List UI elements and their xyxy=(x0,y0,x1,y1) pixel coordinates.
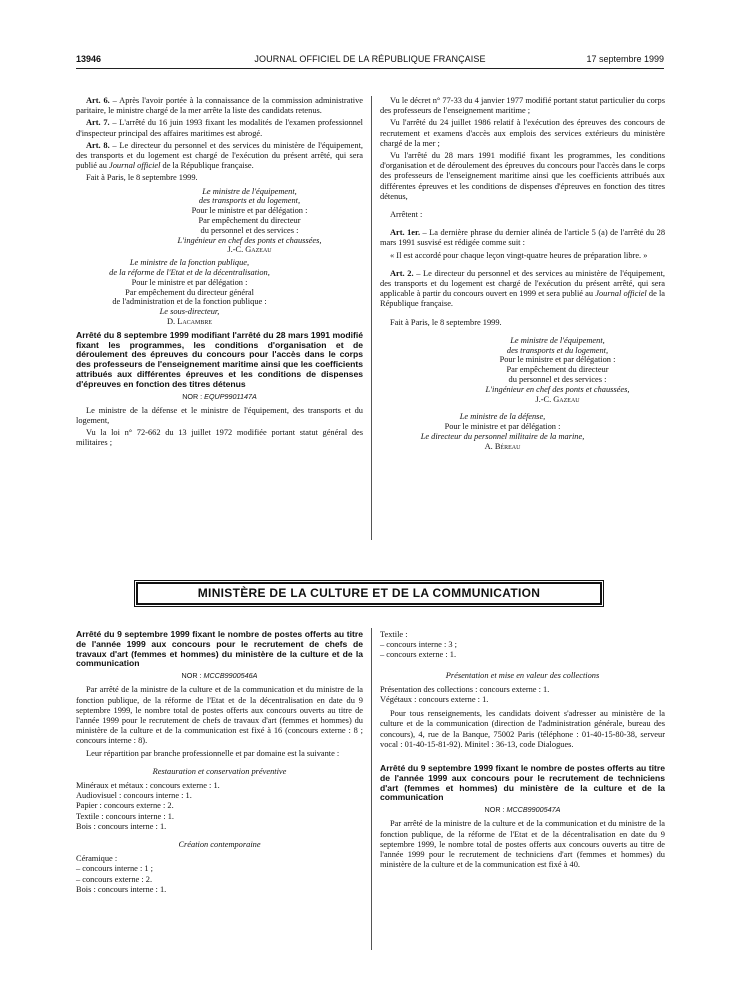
paragraph: Par arrêté de la ministre de la culture et de la communication et du ministre de la fonction publique, de la réforme de l'Etat et de la décentralisation en date du 9 septembre 1999, le nombre total de postes offerts aux concours ouverts au titre de l'année 1999 pour le recrutement de chefs de travaux d'art (femmes et hommes) du ministère de la culture et de la communication est fixé à 16 (concours externe : 8 ; concours interne : 8). xyxy=(76,685,363,746)
section-heading: Création contemporaine xyxy=(178,840,261,850)
section-list xyxy=(76,781,363,832)
article-2: Art. 2. – Le directeur du personnel et des services au ministère de l'équipement, des transports et du logement est chargé de l'exécution du présent arrêté, qui sera applicable à partir du concours ouvert en 1999 et sera publié au Journal officiel de la République française. xyxy=(380,268,666,309)
list-item: Végétaux : concours externe : 1. xyxy=(380,695,489,705)
list-item: Céramique : xyxy=(76,854,118,864)
paragraph: Le ministre de la défense et le ministre de l'équipement, des transports et du logement, xyxy=(76,405,363,425)
signature-fonction-publique: Le ministre de la fonction publique, de la réforme de l'Etat et de la décentralisation, Pour le ministre et par délégation : Par empêchement du directeur général de l'administration et de la fonction publique : Le sous-directeur, D. Lacambre xyxy=(109,258,270,326)
fait-a-paris: Fait à Paris, le 8 septembre 1999. xyxy=(390,317,502,327)
list-item: – concours interne : 1 ; xyxy=(76,864,153,874)
section-list xyxy=(76,854,363,895)
section-list xyxy=(380,630,665,661)
signature-defense: Le ministre de la défense, Pour le ministre et par délégation : Le directeur du personnel militaire de la marine, A. Béreau xyxy=(420,412,585,451)
paragraph: Leur répartition par branche professionnelle et par domaine est la suivante : xyxy=(86,748,340,758)
signature-equipement: Le ministre de l'équipement, des transports et du logement, Pour le ministre et par délégation : Par empêchement du directeur du personnel et des services : L'ingénieur en chef des ponts et chaussées, J.-C. Gazeau xyxy=(177,186,322,255)
article-8: Art. 8. – Le directeur du personnel et des services du ministère de l'équipement, des transports et du logement est chargé de l'exécution du présent arrêté, qui sera publié au Journal officiel de la République française. xyxy=(76,140,363,171)
journal-title: JOURNAL OFFICIEL DE LA RÉPUBLIQUE FRANÇAISE xyxy=(254,54,486,64)
article-7: Art. 7. – L'arrêté du 16 juin 1993 fixant les modalités de l'examen professionnel d'inspecteur principal des affaires maritimes est abrogé. xyxy=(76,118,363,138)
list-item: – concours externe : 1. xyxy=(380,650,457,660)
list-item: Textile : concours interne : 1. xyxy=(76,811,175,821)
list-item: – concours externe : 2. xyxy=(76,874,153,884)
article-1: Art. 1er. – La dernière phrase du dernier alinéa de l'article 5 (a) de l'arrêté du 28 mars 1991 susvisé est rédigée comme suit : xyxy=(380,228,666,248)
paragraph: Vu le décret n° 77-33 du 4 janvier 1977 modifié portant statut particulier du corps des professeurs de l'enseignement maritime ; xyxy=(380,96,665,116)
list-item: Papier : concours externe : 2. xyxy=(76,801,174,811)
paragraph: Vu l'arrêté du 28 mars 1991 modifié fixant les programmes, les conditions d'organisation et de déroulement des épreuves du concours pour l'accès dans le corps des professeurs de l'enseignement maritime ainsi que les coefficients attribués aux différentes épreuves et les conditions de dispenses d'épreuves en fonction des titres détenus, xyxy=(380,151,665,201)
nor-reference: NOR : EQUP9901147A xyxy=(182,391,257,401)
list-item: – concours interne : 3 ; xyxy=(380,640,457,650)
issue-date: 17 septembre 1999 xyxy=(586,54,664,64)
paragraph: Vu la loi n° 72-662 du 13 juillet 1972 modifiée portant statut général des militaires ; xyxy=(76,428,363,448)
header-rule xyxy=(76,68,664,69)
list-item: Présentation des collections : concours externe : 1. xyxy=(380,684,550,694)
column-divider-bottom xyxy=(371,628,372,950)
section-list xyxy=(380,685,665,705)
list-item: Bois : concours interne : 1. xyxy=(76,821,167,831)
section-heading: Présentation et mise en valeur des collections xyxy=(445,670,600,680)
section-heading: Restauration et conservation préventive xyxy=(152,766,287,776)
article-6: Art. 6. – Après l'avoir portée à la connaissance de la commission administrative paritaire, le ministre chargé de la mer arrête la liste des candidats retenus. xyxy=(76,96,363,116)
arretent: Arrêtent : xyxy=(390,210,423,220)
list-item: Bois : concours interne : 1. xyxy=(76,884,167,894)
paragraph: Par arrêté de la ministre de la culture et de la communication et du ministre de la fonction publique, de la réforme de l'Etat et de la décentralisation en date du 9 septembre 1999, le nombre total de postes offerts aux concours ouverts au titre de l'année 1999 pour le recrutement de techniciens d'art (femmes et hommes) du ministère de la culture et de la communication est fixé à 40. xyxy=(380,819,665,870)
top-left-column xyxy=(76,96,363,451)
arrete-title-enseignement-maritime: Arrêté du 8 septembre 1999 modifiant l'arrêté du 28 mars 1991 modifié fixant les programmes, les conditions d'organisation et de déroulement des épreuves du concours pour l'accès dans le corps des professeurs de l'enseignement maritime ainsi que les coefficients attribués aux différentes épreuves et les conditions de dispenses d'épreuves en fonction des titres détenus xyxy=(76,329,363,389)
column-divider-top xyxy=(371,96,372,540)
top-right-column xyxy=(380,96,665,454)
nor-reference: NOR : MCCB9900546A xyxy=(181,671,258,681)
list-item: Textile : xyxy=(380,630,408,639)
fait-a-paris: Fait à Paris, le 8 septembre 1999. xyxy=(86,173,198,183)
nor-reference: NOR : MCCB9900547A xyxy=(484,805,561,815)
page-number: 13946 xyxy=(76,54,102,64)
bottom-left-column xyxy=(76,626,363,895)
paragraph: Vu l'arrêté du 24 juillet 1986 relatif à l'exécution des épreuves des concours de recrutement et examens d'accès aux emplois des services extérieurs du ministère chargé de la mer ; xyxy=(380,118,665,148)
signature-equipement: Le ministre de l'équipement, des transports et du logement, Pour le ministre et par délégation : Par empêchement du directeur du personnel et des services : L'ingénieur en chef des ponts et chaussées, J.-C. Gazeau xyxy=(485,335,630,404)
bottom-right-column xyxy=(380,630,665,872)
page-header xyxy=(76,54,664,68)
paragraph: Pour tous renseignements, les candidats doivent s'adresser au ministère de la culture et de la communication (direction de l'administration générale, bureau des concours), 4, rue de la Banque, 75002 Paris (téléphone : 01-40-15-80-38, serveur vocal : 01-40-15-81-92). Minitel : 36-13, code Dialogues. xyxy=(380,709,665,749)
quote: « Il est accordé pour chaque leçon vingt-quatre heures de préparation libre. » xyxy=(390,250,648,260)
list-item: Audiovisuel : concours interne : 1. xyxy=(76,791,192,801)
list-item: Minéraux et métaux : concours externe : 1. xyxy=(76,781,220,791)
arrete-title-techniciens-art: Arrêté du 9 septembre 1999 fixant le nombre de postes offerts au titre de l'année 1999 aux concours pour le recrutement de techniciens d'art (femmes et hommes) du ministère de la culture et de la communication xyxy=(380,763,665,803)
arrete-title-chefs-travaux: Arrêté du 9 septembre 1999 fixant le nombre de postes offerts au titre de l'année 1999 aux concours pour le recrutement de chefs de travaux d'art (femmes et hommes) du ministère de la culture et de la communication xyxy=(76,629,363,669)
ministry-banner: MINISTÈRE DE LA CULTURE ET DE LA COMMUNICATION xyxy=(136,582,602,605)
